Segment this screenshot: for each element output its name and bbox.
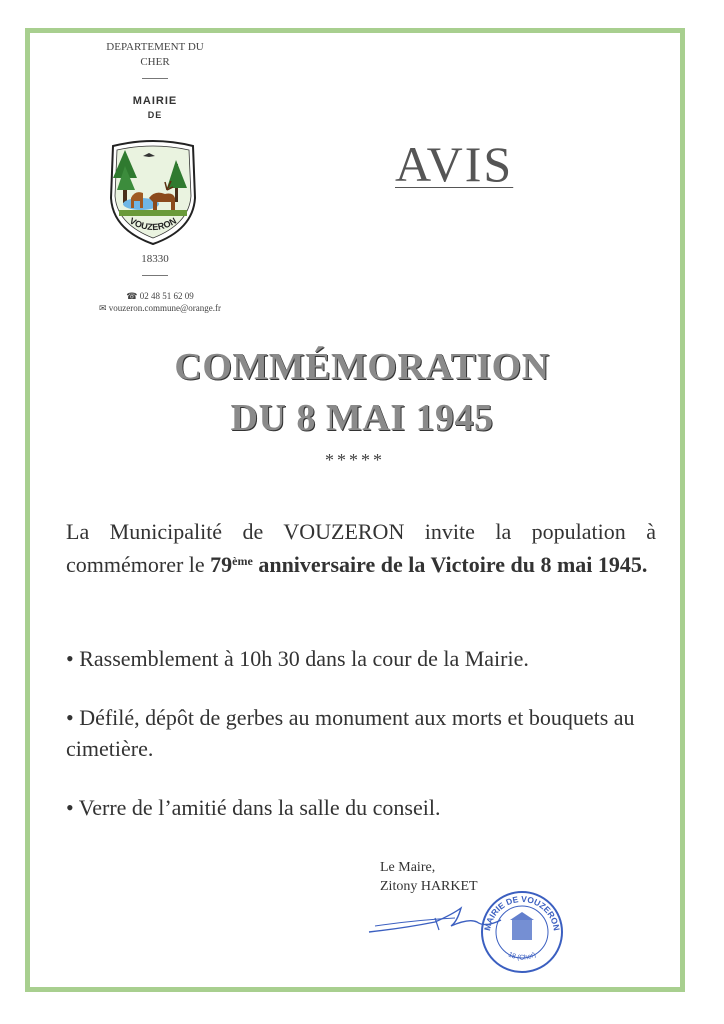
notice-label: AVIS (395, 136, 514, 192)
svg-text:18 (Cher) (507, 951, 537, 961)
department-header (70, 40, 240, 70)
stamp-subtext: 18 (Cher) (506, 951, 538, 962)
list-item: • Rassemblement à 10h 30 dans la cour de la Mairie. (66, 646, 529, 671)
municipal-crest-icon (103, 138, 203, 248)
intro-paragraph (66, 515, 656, 581)
contact-block (80, 290, 240, 314)
email-address: ✉ vouzeron.commune@orange.fr (98, 303, 222, 313)
header-divider (142, 78, 168, 79)
department-name: CHER (140, 56, 170, 68)
postcode: 18330 (141, 253, 169, 265)
page-subtitle: DU 8 MAI 1945 (230, 397, 494, 439)
list-item: • Défilé, dépôt de gerbes au monument aux morts et bouquets au cimetière. (66, 705, 635, 761)
list-item: • Verre de l’amitié dans la salle du conseil. (66, 795, 441, 820)
official-stamp-icon (480, 890, 564, 974)
mairie-line: MAIRIE (132, 95, 178, 107)
intro-text: La Municipalité de VOUZERON invite la population à commémorer le (66, 519, 656, 577)
department-line: DEPARTEMENT DU (106, 41, 204, 53)
stamp-text: MAIRIE DE VOUZERON (482, 893, 562, 932)
separator: ***** (325, 450, 385, 470)
mairie-de: DE (147, 110, 163, 120)
crest-name: VOUZERON (127, 215, 179, 233)
page-title: COMMÉMORATION (174, 346, 550, 388)
ordinal-suffix: ème (232, 554, 253, 568)
postcode-divider (142, 275, 168, 276)
intro-emphasis: anniversaire de la Victoire du 8 mai 1945. (252, 552, 648, 577)
phone-number: ☎ 02 48 51 62 09 (126, 291, 194, 301)
ordinal-number: 79ème (210, 552, 253, 577)
signature-role: Le Maire, (380, 860, 436, 875)
mairie-label (70, 94, 240, 122)
signature-name: Zitony HARKET (380, 879, 478, 894)
